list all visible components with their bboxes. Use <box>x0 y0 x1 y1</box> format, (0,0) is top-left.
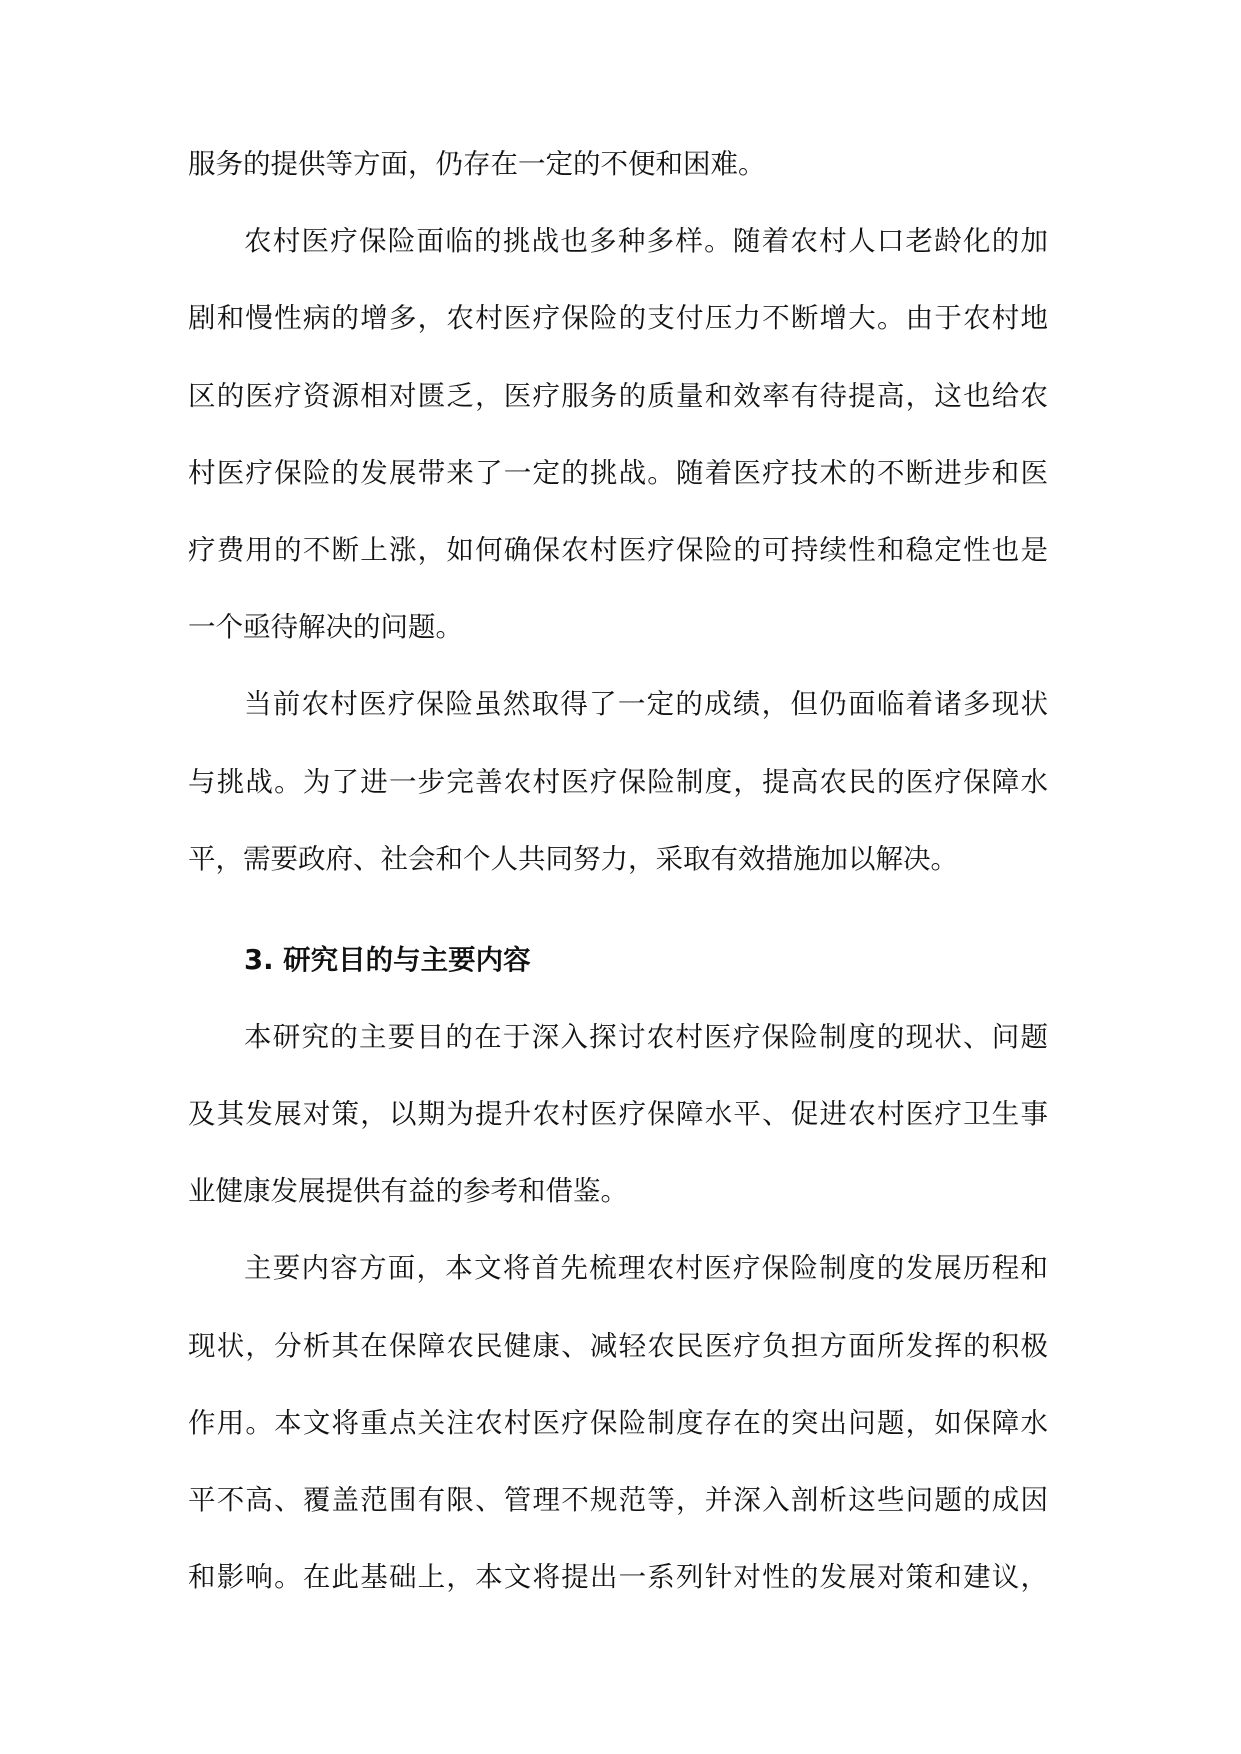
text-line: 作用。本文将重点关注农村医疗保险制度存在的突出问题，如保障水 <box>188 1406 1048 1439</box>
text-line: 主要内容方面，本文将首先梳理农村医疗保险制度的发展历程和 <box>244 1252 1048 1285</box>
section-heading: 3. 研究目的与主要内容 <box>244 943 531 976</box>
text-line: 区的医疗资源相对匮乏，医疗服务的质量和效率有待提高，这也给农 <box>188 379 1048 412</box>
document-body <box>188 141 1048 1631</box>
text-line: 一个亟待解决的问题。 <box>188 611 463 644</box>
text-line: 农村医疗保险面临的挑战也多种多样。随着农村人口老龄化的加 <box>244 225 1048 258</box>
text-line: 平，需要政府、社会和个人共同努力，采取有效措施加以解决。 <box>188 842 958 875</box>
text-line: 本研究的主要目的在于深入探讨农村医疗保险制度的现状、问题 <box>244 1020 1048 1053</box>
text-line: 业健康发展提供有益的参考和借鉴。 <box>188 1175 628 1208</box>
text-line: 剧和慢性病的增多，农村医疗保险的支付压力不断增大。由于农村地 <box>188 302 1048 335</box>
text-line: 及其发展对策，以期为提升农村医疗保障水平、促进农村医疗卫生事 <box>188 1098 1048 1131</box>
text-line: 现状，分析其在保障农民健康、减轻农民医疗负担方面所发挥的积极 <box>188 1329 1048 1362</box>
text-line: 和影响。在此基础上，本文将提出一系列针对性的发展对策和建议， <box>188 1561 1048 1594</box>
text-line: 平不高、覆盖范围有限、管理不规范等，并深入剖析这些问题的成因 <box>188 1484 1048 1516</box>
text-line: 疗费用的不断上涨，如何确保农村医疗保险的可持续性和稳定性也是 <box>188 533 1048 566</box>
text-line: 服务的提供等方面，仍存在一定的不便和困难。 <box>188 148 766 180</box>
text-line: 与挑战。为了进一步完善农村医疗保险制度，提高农民的医疗保障水 <box>188 765 1048 798</box>
text-line: 当前农村医疗保险虽然取得了一定的成绩，但仍面临着诸多现状 <box>244 688 1048 721</box>
text-line: 村医疗保险的发展带来了一定的挑战。随着医疗技术的不断进步和医 <box>188 456 1048 489</box>
